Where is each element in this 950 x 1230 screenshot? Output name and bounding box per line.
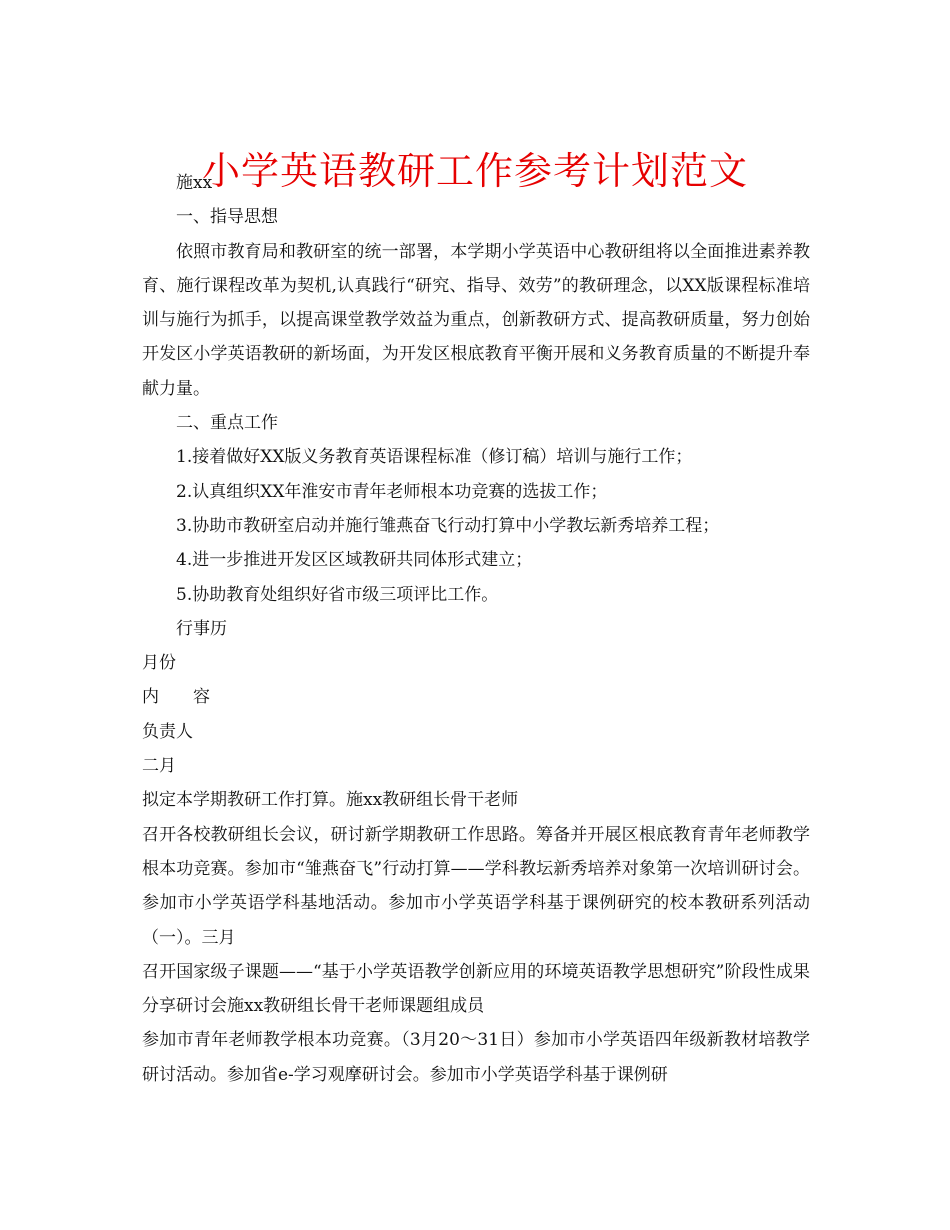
section-heading-key-work: 二、重点工作 bbox=[176, 413, 278, 434]
work-item: 3.协助市教研室启动并施行雏燕奋飞行动打算中小学教坛新秀培养工程； bbox=[176, 515, 720, 536]
calendar-column-month: 月份 bbox=[142, 653, 176, 674]
work-item: 4.进一步推进开发区区域教研共同体形式建立； bbox=[176, 550, 533, 571]
section-heading-guiding-ideology: 一、指导思想 bbox=[176, 207, 278, 228]
march-activities-paragraph-continued: 参加市青年老师教学根本功竞赛。（3月20～31日）参加市小学英语四年级新教材培教学研讨活动。参加省e-学习观摩研讨会。参加市小学英语学科基于课例研 bbox=[142, 1030, 810, 1085]
february-plan-line: 拟定本学期教研工作打算。施xx教研组长骨干老师 bbox=[142, 790, 519, 811]
calendar-column-owner: 负责人 bbox=[142, 721, 193, 742]
document-body bbox=[142, 166, 810, 1092]
work-item: 1.接着做好XX版义务教育英语课程标准（修订稿）培训与施行工作； bbox=[176, 447, 693, 468]
calendar-heading: 行事历 bbox=[176, 618, 227, 639]
author-line: 施xx bbox=[176, 173, 213, 193]
march-activities-paragraph: 召开国家级子课题——“基于小学英语教学创新应用的环境英语教学思想研究”阶段性成果分享研讨会施xx教研组长骨干老师课题组成员 bbox=[142, 961, 810, 1017]
calendar-column-content: 内 容 bbox=[142, 687, 210, 708]
calendar-month-february: 二月 bbox=[142, 756, 176, 777]
work-item: 2.认真组织XX年淮安市青年老师根本功竞赛的选拔工作； bbox=[176, 481, 608, 502]
guiding-ideology-paragraph: 依照市教育局和教研室的统一部署，本学期小学英语中心教研组将以全面推进素养教育、施行课程改革为契机,认真践行“研究、指导、效劳”的教研理念，以XX版课程标准培训与施行为抓手，以提高课堂教学效益为重点，创新教研方式、提高教研质量，努力创始开发区小学英语教研的新场面，为开发区根底教育平衡开展和义务教育质量的不断提升奉献力量。 bbox=[142, 241, 810, 399]
work-item: 5.协助教育处组织好省市级三项评比工作。 bbox=[176, 584, 499, 605]
document-title: 小学英语教研工作参考计划范文 bbox=[201, 149, 748, 194]
february-activities-paragraph: 召开各校教研组长会议，研讨新学期教研工作思路。筹备并开展区根底教育青年老师教学根本功竞赛。参加市“雏燕奋飞”行动打算——学科教坛新秀培养对象第一次培训研讨会。参加市小学英语学科基地活动。参加市小学英语学科基于课例研究的校本教研系列活动（一）。三月 bbox=[142, 824, 810, 948]
